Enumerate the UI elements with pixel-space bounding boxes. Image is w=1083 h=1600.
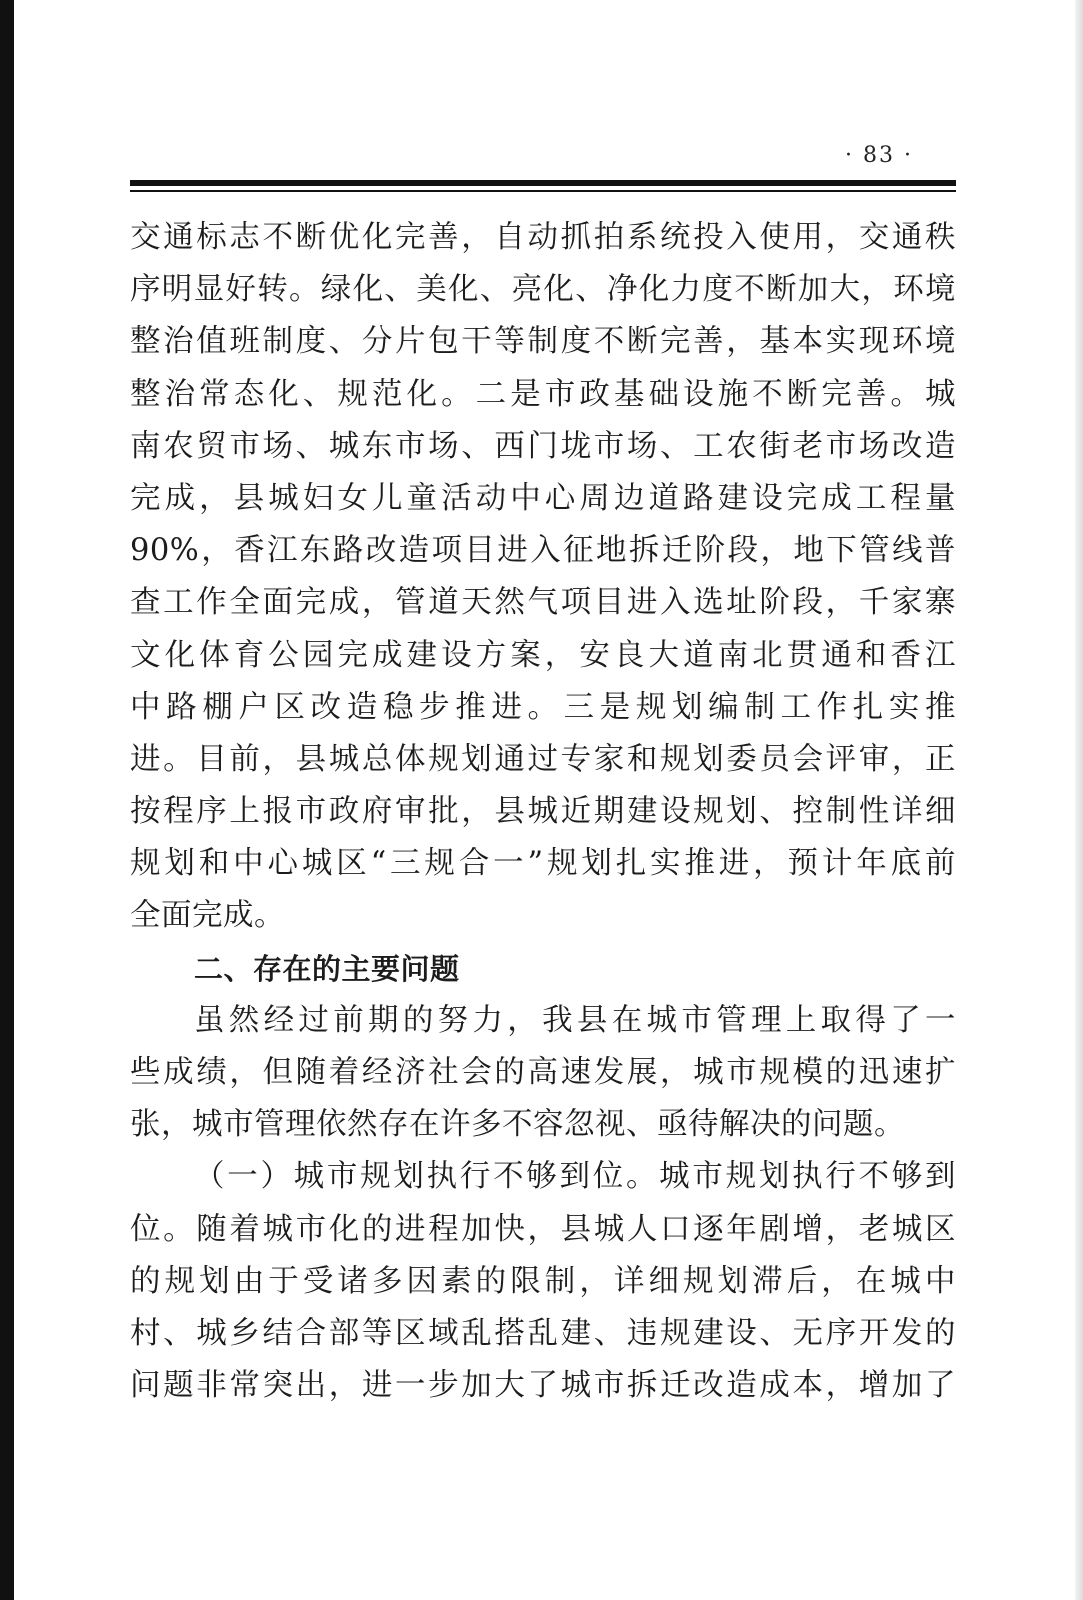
text-line: 南农贸市场、城东市场、西门垅市场、工农街老市场改造 <box>130 428 956 464</box>
text-line: 整治值班制度、分片包干等制度不断完善，基本实现环境 <box>130 324 956 360</box>
text-line: 张，城市管理依然存在许多不容忽视、亟待解决的问题。 <box>130 1107 905 1143</box>
scan-edge-right <box>1075 0 1083 1600</box>
text-line: 文化体育公园完成建设方案，安良大道南北贯通和香江 <box>130 637 956 673</box>
text-line: 中路棚户区改造稳步推进。三是规划编制工作扎实推 <box>130 689 956 725</box>
text-line: 进。目前，县城总体规划通过专家和规划委员会评审，正 <box>130 741 956 777</box>
text-line: 按程序上报市政府审批，县城近期建设规划、控制性详细 <box>130 794 956 830</box>
text-line: 位。随着城市化的进程加快，县城人口逐年剧增，老城区 <box>130 1211 956 1247</box>
text-line: 规划和中心城区“三规合一”规划扎实推进，预计年底前 <box>130 846 956 882</box>
text-line: 的规划由于受诸多因素的限制，详细规划滞后，在城中 <box>130 1263 956 1299</box>
text-line: 全面完成。 <box>130 898 285 934</box>
section-heading: 二、存在的主要问题 <box>194 951 460 986</box>
text-line: 完成，县城妇女儿童活动中心周边道路建设完成工程量 <box>130 480 956 516</box>
text-line: 些成绩，但随着经济社会的高速发展，城市规模的迅速扩 <box>130 1055 956 1090</box>
text-line: 交通标志不断优化完善，自动抓拍系统投入使用，交通秩 <box>130 220 956 255</box>
scan-edge-left <box>0 0 14 1600</box>
text-line: 整治常态化、规范化。二是市政基础设施不断完善。城 <box>130 376 956 412</box>
text-line: 90%，香江东路改造项目进入征地拆迁阶段，地下管线普 <box>130 533 956 569</box>
paragraph-first-line: 虽然经过前期的努力，我县在城市管理上取得了一 <box>194 1002 956 1038</box>
text-line: 查工作全面完成，管道天然气项目进入选址阶段，千家寨 <box>130 585 956 621</box>
page-number: · 83 · <box>845 143 913 168</box>
subsection-first-line: （一）城市规划执行不够到位。城市规划执行不够到 <box>194 1159 956 1195</box>
body-text <box>130 212 956 1412</box>
text-line: 序明显好转。绿化、美化、亮化、净化力度不断加大，环境 <box>130 272 956 308</box>
text-line: 问题非常突出，进一步加大了城市拆迁改造成本，增加了 <box>130 1368 956 1404</box>
text-line: 村、城乡结合部等区域乱搭乱建、违规建设、无序开发的 <box>130 1315 956 1351</box>
header-rule-thin <box>130 190 956 192</box>
header-rule-thick <box>130 180 956 186</box>
